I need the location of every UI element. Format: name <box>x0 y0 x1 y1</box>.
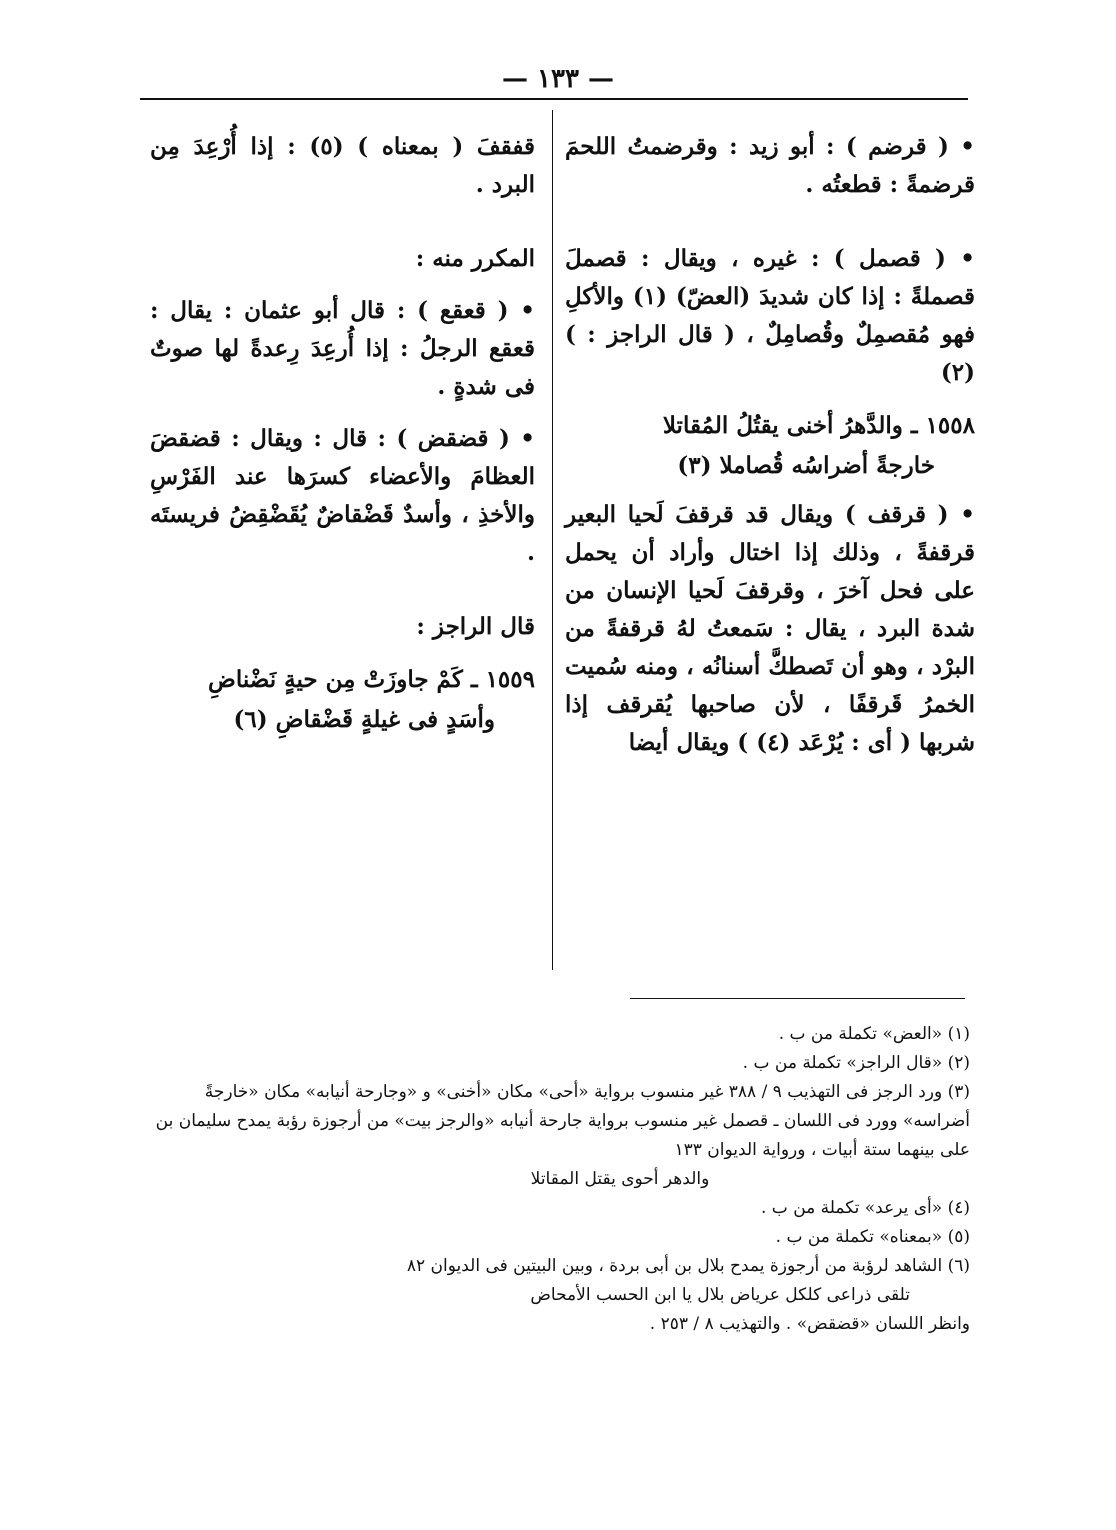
verse-1558-line2: خارجةً أضراسُه قُصاملا (٣) <box>677 452 935 479</box>
entry-qafqaf: قفقفَ ( بمعناه ) (٥) : إذا أُرْعِدَ مِن البرد . <box>150 133 536 198</box>
footnote-3-verse: والدهر أحوى يقتل المقاتلا <box>530 1169 710 1189</box>
page-number: — ١٣٣ — <box>501 64 615 94</box>
footnotes <box>150 1020 970 1339</box>
footnote-6-verse: تلقى ذراعى كلكل عرياض بلال يا ابن الحسب الأمحاض <box>530 1285 910 1305</box>
entry-qaqaa: • ( قعقع ) : قال أبو عثمان : يقال : قعقع الرجلُ : إذا أُرعِدَ رِعدةً لها صوتٌ فى شدةٍ . <box>150 297 535 400</box>
left-column <box>150 128 535 750</box>
footnote-5: (٥) «بمعناه» تكملة من ب . <box>775 1227 970 1247</box>
rajiz-intro: قال الراجز : <box>416 613 535 640</box>
top-rule <box>140 98 968 100</box>
footnote-6-ref: وانظر اللسان «قضقض» . والتهذيب ٨ / ٢٥٣ . <box>649 1314 970 1334</box>
verse-1559-line2: وأسَدٍ فى غيلةٍ قَضْقاضِ (٦) <box>233 706 495 733</box>
entry-qasmal: • ( قصمل ) : غيره ، ويقال : قصملَ قصملةً : إذا كان شديدَ (العضّ) (١) والأكلِ فهو مُقصمِلٌ وقُصامِلٌ ، ( قال الراجز : ) (٢) <box>565 245 975 386</box>
footnote-rule <box>630 998 965 999</box>
right-column <box>565 128 975 776</box>
verse-1559-line1: ١٥٥٩ ـ كَمْ جاوزَتْ مِن حيةٍ نَضْناضِ <box>208 666 535 693</box>
verse-1559 <box>150 660 535 740</box>
footnote-2: (٢) «قال الراجز» تكملة من ب . <box>742 1053 970 1073</box>
entry-qadqad: • ( قضقض ) : قال : ويقال : قضقضَ العظامَ والأعضاء كسرَها عند الفَرْسِ والأخذِ ، وأسدٌ قَضْقاضٌ يُقَضْقِضُ فريستَه . <box>150 425 535 566</box>
footnote-1: (١) «العض» تكملة من ب . <box>778 1024 970 1044</box>
footnote-4: (٤) «أى يرعد» تكملة من ب . <box>761 1198 970 1218</box>
entry-qarqaf: • ( قرقف ) ويقال قد قرقفَ لَحيا البعير قرقفةً ، وذلك إذا اختال وأراد أن يحمل على فحل آخرَ ، وقرقفَ لَحيا الإنسان من شدة البرد ، يقال : سَمعتُ لهُ قرقفةً من البرْد ، وهو أن تَصطكَّ أسنانُه ، ومنه سُميت الخمرُ قَرقفًا ، لأن صاحبها يُقرقف إذا شربها ( أى : يُرْعَد (٤) ) ويقال أيضا <box>565 501 975 756</box>
footnote-6: (٦) الشاهد لرؤبة من أرجوزة يمدح بلال بن أبى بردة ، وبين البيتين فى الديوان ٨٢ <box>406 1256 970 1276</box>
verse-1558 <box>565 406 975 486</box>
verse-1558-line1: ١٥٥٨ ـ والدَّهرُ أخنى يقتُلُ المُقاتلا <box>662 412 975 439</box>
section-heading-mukarrar: المكرر منه : <box>415 245 535 272</box>
footnote-3: (٣) ورد الرجز فى التهذيب ٩ / ٣٨٨ غير منسوب برواية «أحى» مكان «أخنى» و «وجارحة أنيابه» مكان «خارجةً أضراسه» وورد فى اللسان ـ قصمل غير منسوب برواية جارحة أنيابه «والرجز بيت» من أرجوزة رؤبة يمدح سليمان بن على بينهما ستة أبيات ، ورواية الديوان ١٣٣ <box>155 1082 970 1160</box>
entry-qardam: • ( قرضم ) : أبو زيد : وقرضمتُ اللحمَ قرضمةً : قطعتُه . <box>565 133 975 198</box>
column-divider <box>552 110 553 970</box>
